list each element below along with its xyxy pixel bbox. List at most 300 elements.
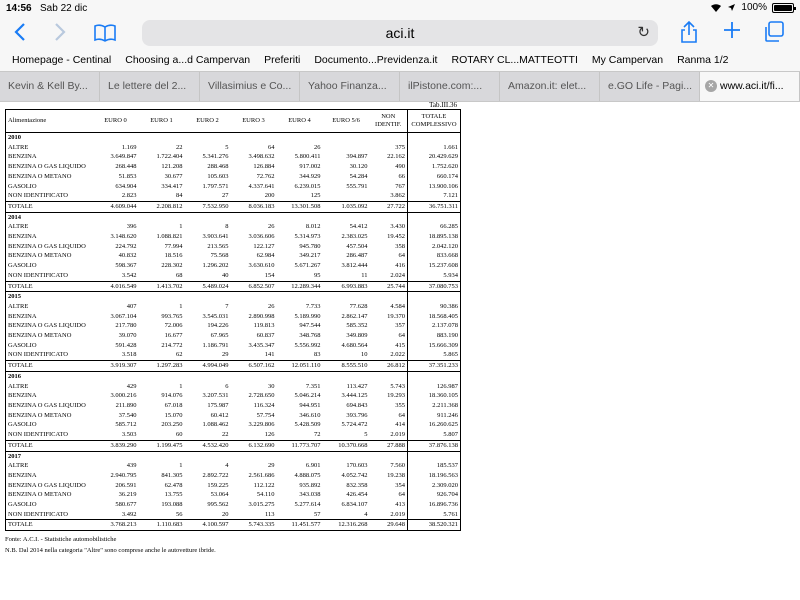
table-row [6, 382, 461, 392]
value-cell: 203.250 [161, 421, 183, 429]
value-cell: 1.088.462 [202, 421, 229, 429]
value-cell: 1.110.683 [139, 520, 185, 531]
value-cell: 5.671.267 [294, 262, 321, 270]
value-cell: 40 [222, 271, 229, 279]
row-label: BENZINA O GAS LIQUIDO [6, 401, 93, 411]
value-cell: 2.024 [390, 271, 405, 279]
empty-cell [93, 451, 139, 461]
value-cell: 598.367 [115, 262, 137, 270]
table-row [6, 461, 461, 471]
value-cell: 1 [179, 462, 183, 470]
value-cell: 1 [179, 302, 183, 310]
empty-cell [277, 212, 323, 222]
year-row [6, 451, 461, 461]
value-cell: 5.277.614 [294, 501, 321, 509]
header-label: Alimentazione [6, 110, 93, 133]
value-cell: 3.498.632 [248, 153, 275, 161]
status-bar [0, 0, 800, 16]
value-cell: 439 [126, 462, 137, 470]
value-cell: 358 [395, 242, 405, 250]
value-cell: 15.237.608 [408, 261, 461, 271]
row-label: GASOLIO [6, 341, 93, 351]
value-cell: 64 [398, 491, 405, 499]
value-cell: 5.807 [408, 430, 461, 440]
value-cell: 3.430 [390, 223, 405, 231]
value-cell: 4 [225, 462, 229, 470]
year-label: 2016 [6, 371, 93, 381]
value-cell: 4.584 [390, 302, 405, 310]
document [5, 102, 465, 556]
value-cell: 3.542 [121, 271, 137, 279]
value-cell: 935.892 [299, 481, 321, 489]
empty-cell [323, 212, 370, 222]
value-cell: 159.225 [207, 481, 229, 489]
value-cell: 39.070 [118, 332, 137, 340]
value-cell: 5.743 [390, 382, 405, 390]
value-cell: 154 [264, 271, 275, 279]
value-cell: 3.435.347 [248, 341, 275, 349]
browser-tab[interactable]: Villasimius e Co... [200, 72, 300, 101]
value-cell: 20.429.629 [408, 152, 461, 162]
empty-cell [323, 133, 370, 143]
value-cell: 591.428 [115, 341, 137, 349]
value-cell: 16.260.625 [408, 420, 461, 430]
source-note: Fonte: A.C.I. - Statistiche automobilistiche [5, 536, 117, 544]
value-cell: 22.162 [387, 153, 405, 161]
value-cell: 7 [225, 302, 229, 310]
statistics-table [5, 109, 461, 531]
column-header: EURO 5/6 [323, 110, 370, 133]
value-cell: 394.897 [346, 153, 368, 161]
value-cell: 68 [176, 271, 183, 279]
year-row [6, 371, 461, 381]
empty-cell [231, 133, 277, 143]
value-cell: 2.823 [121, 192, 137, 200]
total-row [6, 440, 461, 451]
value-cell: 53.064 [210, 491, 229, 499]
row-label: BENZINA O METANO [6, 172, 93, 182]
value-cell: 217.780 [115, 322, 137, 330]
bookmark-item[interactable]: ROTARY CL...MATTEOTTI [451, 54, 578, 66]
value-cell: 5.743.335 [231, 520, 277, 531]
battery-level [774, 5, 792, 11]
value-cell: 1.752.620 [408, 162, 461, 172]
value-cell: 4.888.075 [294, 471, 321, 479]
value-cell: 426.454 [346, 491, 368, 499]
status-right [710, 2, 794, 13]
value-cell: 5.865 [408, 350, 461, 360]
value-cell: 57.754 [256, 411, 275, 419]
value-cell: 4.337.641 [248, 182, 275, 190]
value-cell: 5.341.276 [202, 153, 229, 161]
value-cell: 832.358 [346, 481, 368, 489]
row-label: NON IDENTIFICATO [6, 271, 93, 281]
value-cell: 66 [398, 172, 405, 180]
value-cell: 4.532.420 [185, 440, 231, 451]
empty-cell [408, 212, 461, 222]
bookmark-item[interactable]: My Campervan [591, 54, 664, 66]
value-cell: 2.022 [390, 351, 405, 359]
value-cell: 3.503 [121, 431, 137, 439]
browser-tab[interactable]: Amazon.it: elet... [500, 72, 600, 101]
value-cell: 3.839.290 [93, 440, 139, 451]
value-cell: 51.853 [118, 172, 137, 180]
value-cell: 2.019 [390, 510, 405, 518]
value-cell: 1.199.475 [139, 440, 185, 451]
value-cell: 213.565 [207, 242, 229, 250]
value-cell: 344.929 [299, 172, 321, 180]
table-body [6, 133, 461, 531]
value-cell: 19.238 [387, 471, 405, 479]
battery-percent: 100% [741, 2, 767, 13]
value-cell: 917.002 [299, 163, 321, 171]
value-cell: 926.704 [408, 490, 461, 500]
bookmark-item[interactable]: Ranma 1/2 [677, 54, 729, 66]
row-label: BENZINA O METANO [6, 251, 93, 261]
year-row [6, 133, 461, 143]
value-cell: 2.890.998 [248, 312, 275, 320]
value-cell: 3.518 [121, 351, 137, 359]
row-label: BENZINA O GAS LIQUIDO [6, 321, 93, 331]
table-row [6, 172, 461, 182]
value-cell: 27 [222, 192, 229, 200]
empty-cell [93, 292, 139, 302]
value-cell: 3.630.610 [248, 262, 275, 270]
table-row [6, 391, 461, 401]
close-tab-icon[interactable]: ✕ [705, 80, 717, 92]
empty-cell [139, 212, 185, 222]
column-header: EURO 0 [93, 110, 139, 133]
value-cell: 2.383.025 [341, 233, 368, 241]
value-cell: 95 [314, 271, 321, 279]
share-icon[interactable] [680, 20, 698, 49]
row-label: BENZINA [6, 471, 93, 481]
row-label: ALTRE [6, 143, 93, 153]
value-cell: 1.413.702 [139, 281, 185, 292]
table-row [6, 271, 461, 281]
value-cell: 334.417 [161, 182, 183, 190]
value-cell: 119.813 [253, 322, 275, 330]
value-cell: 18.568.405 [408, 312, 461, 322]
value-cell: 490 [395, 163, 405, 171]
bookmark-item[interactable]: Choosing a...d Campervan [125, 54, 251, 66]
value-cell: 206.591 [115, 481, 137, 489]
value-cell: 1.297.283 [139, 361, 185, 372]
nb-note: N.B. Dal 2014 nella categoria "Altre" sono comprese anche le autovetture ibride. [5, 547, 216, 555]
row-label: BENZINA [6, 391, 93, 401]
browser-tab[interactable]: Le lettere del 2... [100, 72, 200, 101]
value-cell: 457.504 [346, 242, 368, 250]
value-cell: 2.892.722 [202, 471, 229, 479]
empty-cell [231, 451, 277, 461]
table-row [6, 222, 461, 232]
empty-cell [93, 371, 139, 381]
column-header: TOTALE COMPLESSIVO [408, 110, 461, 133]
empty-cell [185, 371, 231, 381]
value-cell: 3.812.444 [341, 262, 368, 270]
value-cell: 62 [176, 351, 183, 359]
table-row [6, 490, 461, 500]
value-cell: 6.993.883 [323, 281, 370, 292]
value-cell: 13.755 [164, 491, 183, 499]
value-cell: 18.516 [164, 252, 183, 260]
value-cell: 228.302 [161, 262, 183, 270]
value-cell: 5.724.472 [341, 421, 368, 429]
value-cell [323, 191, 370, 201]
value-cell: 6.132.690 [231, 440, 277, 451]
browser-tab-active[interactable] [700, 72, 800, 101]
empty-cell [408, 451, 461, 461]
value-cell: 4.100.597 [185, 520, 231, 531]
table-row [6, 242, 461, 252]
table-row [6, 261, 461, 271]
value-cell: 26 [314, 143, 321, 151]
value-cell: 27.888 [370, 440, 408, 451]
value-cell: 5.556.992 [294, 341, 321, 349]
value-cell: 194.226 [207, 322, 229, 330]
value-cell: 19.370 [387, 312, 405, 320]
table-notes [5, 534, 465, 556]
table-row [6, 500, 461, 510]
empty-cell [185, 292, 231, 302]
plus-icon[interactable] [722, 20, 742, 45]
empty-cell [277, 371, 323, 381]
row-label: GASOLIO [6, 500, 93, 510]
value-cell: 56 [176, 510, 183, 518]
value-cell: 13.900.106 [408, 182, 461, 192]
tabs-icon[interactable] [763, 21, 785, 48]
value-cell: 5.189.990 [294, 312, 321, 320]
value-cell: 8.036.183 [231, 201, 277, 212]
value-cell: 40.832 [118, 252, 137, 260]
value-cell: 15.070 [164, 411, 183, 419]
value-cell: 634.904 [115, 182, 137, 190]
value-cell: 13.301.508 [277, 201, 323, 212]
value-cell: 5.934 [408, 271, 461, 281]
value-cell: 26 [268, 302, 275, 310]
empty-cell [370, 133, 408, 143]
value-cell: 416 [395, 262, 405, 270]
value-cell: 268.448 [115, 163, 137, 171]
table-id: Tab.III.36 [429, 102, 457, 109]
value-cell: 375 [395, 143, 405, 151]
table-row [6, 312, 461, 322]
row-label: NON IDENTIFICATO [6, 510, 93, 520]
browser-tab[interactable]: Kevin & Kell By... [0, 72, 100, 101]
value-cell: 7.733 [305, 302, 321, 310]
value-cell: 19.452 [387, 233, 405, 241]
value-cell: 12.051.110 [277, 361, 323, 372]
value-cell: 8 [225, 223, 229, 231]
value-cell: 1.722.404 [156, 153, 183, 161]
bookmark-item[interactable]: Homepage - Centinal [12, 54, 112, 66]
value-cell: 200 [264, 192, 275, 200]
row-label: BENZINA O METANO [6, 490, 93, 500]
column-header: NON IDENTIF. [370, 110, 408, 133]
value-cell: 414 [395, 421, 405, 429]
value-cell: 113 [264, 510, 275, 518]
value-cell: 224.792 [115, 242, 137, 250]
value-cell: 25.744 [370, 281, 408, 292]
value-cell: 8.555.510 [323, 361, 370, 372]
value-cell: 12.316.268 [323, 520, 370, 531]
value-cell: 883.190 [408, 331, 461, 341]
value-cell: 16.896.736 [408, 500, 461, 510]
value-cell: 3.649.847 [110, 153, 137, 161]
table-row [6, 481, 461, 491]
bookmarks-bar [0, 50, 800, 71]
value-cell: 90.386 [408, 302, 461, 312]
empty-cell [231, 212, 277, 222]
value-cell: 6.901 [305, 462, 321, 470]
value-cell: 3.919.307 [93, 361, 139, 372]
empty-cell [139, 292, 185, 302]
value-cell: 286.487 [346, 252, 368, 260]
value-cell: 18.196.563 [408, 471, 461, 481]
value-cell: 3.148.620 [110, 233, 137, 241]
value-cell: 1.797.571 [202, 182, 229, 190]
year-row [6, 212, 461, 222]
url-text: aci.it [385, 25, 415, 41]
book-icon[interactable] [94, 24, 116, 47]
value-cell: 7.121 [408, 191, 461, 201]
row-label: ALTRE [6, 382, 93, 392]
value-cell: 5.800.411 [294, 153, 321, 161]
value-cell: 126.884 [253, 163, 275, 171]
table-row [6, 232, 461, 242]
value-cell: 175.987 [207, 401, 229, 409]
row-label: NON IDENTIFICATO [6, 430, 93, 440]
browser-tab[interactable]: Yahoo Finanza... [300, 72, 400, 101]
value-cell: 30.677 [164, 172, 183, 180]
value-cell: 767 [395, 182, 405, 190]
reload-icon[interactable]: ↻ [637, 24, 650, 41]
row-label: BENZINA O METANO [6, 411, 93, 421]
row-label: ALTRE [6, 302, 93, 312]
value-cell: 126.987 [408, 382, 461, 392]
bookmark-item[interactable]: Documento...Previdenza.it [314, 54, 438, 66]
wifi-icon [710, 3, 722, 13]
value-cell: 2.137.078 [408, 321, 461, 331]
empty-cell [231, 292, 277, 302]
value-cell: 83 [314, 351, 321, 359]
table-row [6, 350, 461, 360]
value-cell: 18.895.138 [408, 232, 461, 242]
value-cell: 1.186.791 [202, 341, 229, 349]
value-cell: 911.246 [408, 411, 461, 421]
empty-cell [93, 212, 139, 222]
value-cell: 7.351 [305, 382, 321, 390]
empty-cell [370, 371, 408, 381]
value-cell: 4.680.564 [341, 341, 368, 349]
value-cell: 67.965 [210, 332, 229, 340]
value-cell: 6.507.162 [231, 361, 277, 372]
table-row [6, 152, 461, 162]
total-row [6, 281, 461, 292]
value-cell: 64 [398, 252, 405, 260]
page-content[interactable] [0, 102, 800, 600]
value-cell: 393.796 [346, 411, 368, 419]
empty-cell [370, 212, 408, 222]
empty-cell [408, 292, 461, 302]
value-cell: 3.207.531 [202, 392, 229, 400]
row-label: GASOLIO [6, 261, 93, 271]
row-label: BENZINA O GAS LIQUIDO [6, 481, 93, 491]
browser-tab[interactable]: ilPistone.com:... [400, 72, 500, 101]
value-cell: 349.809 [346, 332, 368, 340]
value-cell: 2.561.686 [248, 471, 275, 479]
value-cell: 4.609.044 [93, 201, 139, 212]
value-cell: 3.036.606 [248, 233, 275, 241]
value-cell: 3.000.216 [110, 392, 137, 400]
value-cell: 62.478 [164, 481, 183, 489]
value-cell: 2.728.650 [248, 392, 275, 400]
value-cell: 2.211.368 [408, 401, 461, 411]
battery-icon [772, 3, 794, 13]
value-cell: 914.076 [161, 392, 183, 400]
value-cell: 3.229.806 [248, 421, 275, 429]
empty-cell [323, 292, 370, 302]
row-label: BENZINA O METANO [6, 331, 93, 341]
value-cell: 72 [314, 431, 321, 439]
back-icon[interactable] [14, 22, 26, 47]
value-cell: 15.666.309 [408, 341, 461, 351]
address-bar[interactable] [142, 20, 658, 46]
value-cell: 4.994.049 [185, 361, 231, 372]
row-label: TOTALE [6, 440, 93, 451]
value-cell: 4.052.742 [341, 471, 368, 479]
year-label: 2010 [6, 133, 93, 143]
value-cell: 288.468 [207, 163, 229, 171]
value-cell: 141 [264, 351, 275, 359]
row-label: TOTALE [6, 201, 93, 212]
value-cell: 37.540 [118, 411, 137, 419]
table-row [6, 331, 461, 341]
value-cell: 57 [314, 510, 321, 518]
bookmark-item[interactable]: Preferiti [264, 54, 301, 66]
table-row [6, 411, 461, 421]
value-cell: 1.088.821 [156, 233, 183, 241]
empty-cell [93, 133, 139, 143]
browser-tab[interactable]: e.GO Life - Pagi... [600, 72, 700, 101]
value-cell: 29.648 [370, 520, 408, 531]
value-cell: 64 [398, 411, 405, 419]
empty-cell [408, 371, 461, 381]
value-cell: 995.562 [207, 501, 229, 509]
year-label: 2014 [6, 212, 93, 222]
table-row [6, 420, 461, 430]
value-cell: 1.296.202 [202, 262, 229, 270]
value-cell: 585.352 [346, 322, 368, 330]
value-cell: 20 [222, 510, 229, 518]
forward-icon[interactable] [54, 22, 66, 47]
value-cell: 355 [395, 401, 405, 409]
value-cell: 170.603 [346, 462, 368, 470]
value-cell: 19.293 [387, 392, 405, 400]
status-date: Sab 22 dic [40, 3, 88, 14]
value-cell: 3.492 [121, 510, 137, 518]
value-cell: 429 [126, 382, 137, 390]
value-cell: 2.019 [390, 431, 405, 439]
value-cell: 60.412 [210, 411, 229, 419]
value-cell: 945.780 [299, 242, 321, 250]
row-label: BENZINA [6, 232, 93, 242]
row-label: BENZINA [6, 152, 93, 162]
row-label: ALTRE [6, 222, 93, 232]
value-cell: 22 [176, 143, 183, 151]
value-cell: 4.016.549 [93, 281, 139, 292]
value-cell: 60.837 [256, 332, 275, 340]
